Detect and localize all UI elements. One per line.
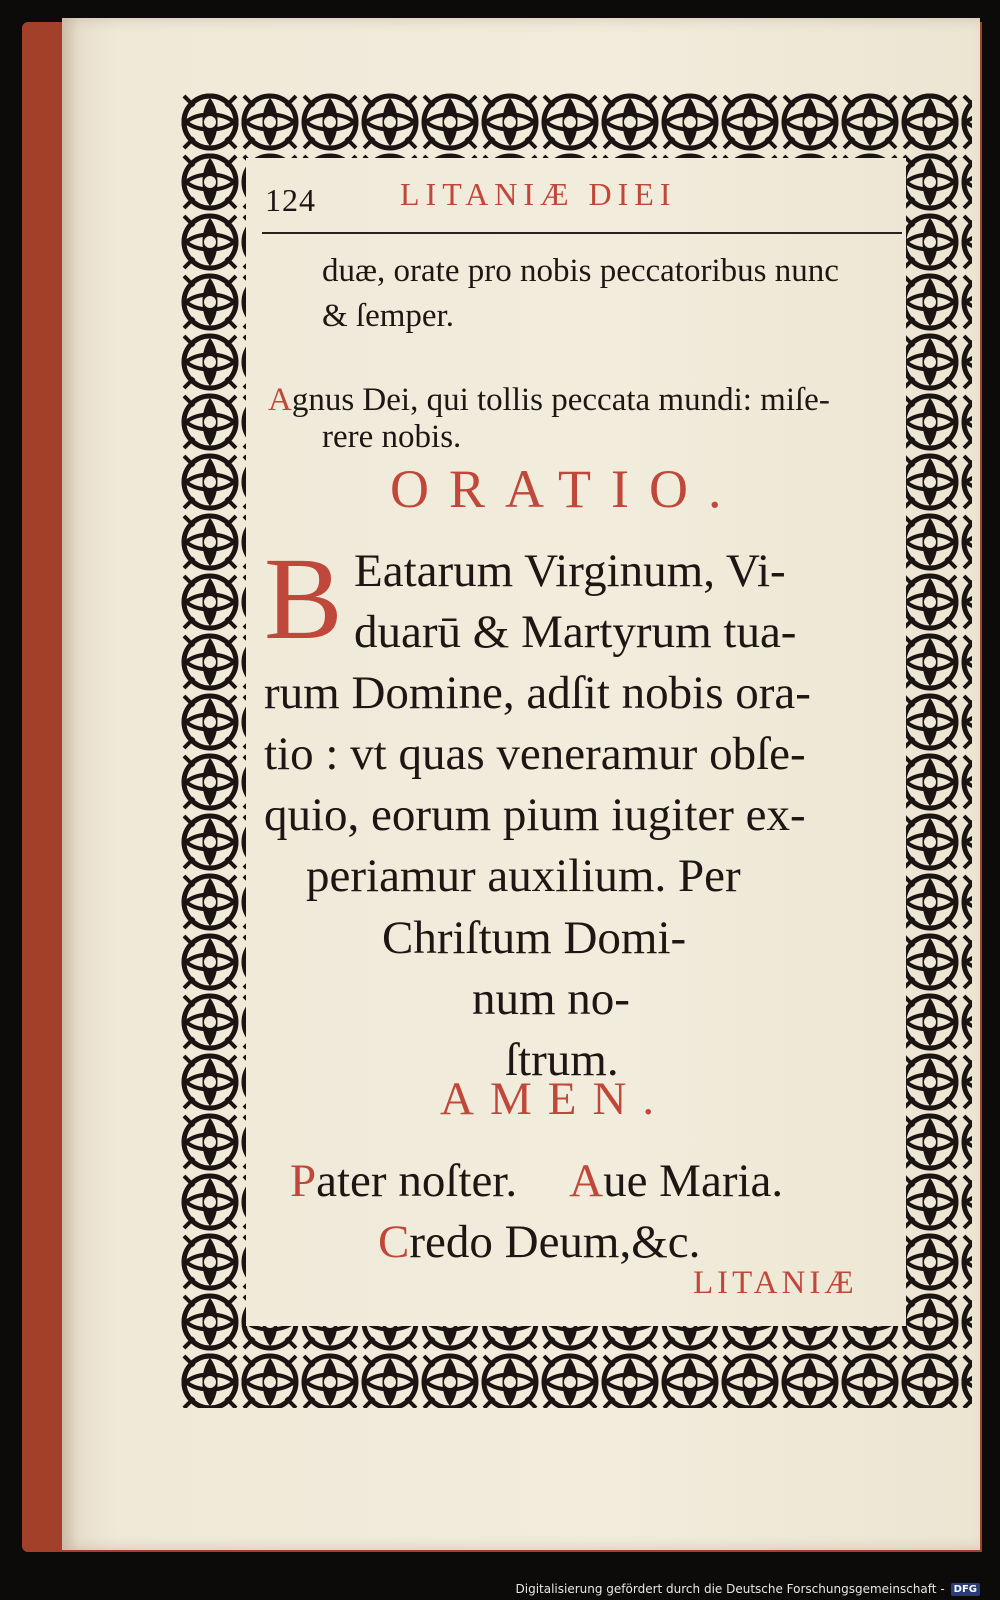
intro-line: duæ, orate pro nobis peccatoribus nunc bbox=[322, 253, 839, 289]
intro-line: rere nobis. bbox=[322, 419, 462, 455]
prayer-line: periamur auxilium. Per bbox=[306, 850, 741, 902]
prayer-line: rum Domine, adſit nobis ora- bbox=[264, 667, 811, 719]
prayer-line: Eatarum Virginum, Vi- bbox=[354, 545, 786, 597]
prayer-line: tio : vt quas veneramur obſe- bbox=[264, 728, 806, 780]
closing-line-2 bbox=[378, 1211, 700, 1274]
catchword: LITANIÆ bbox=[693, 1265, 858, 1301]
closing-text: ater noſter. bbox=[316, 1155, 518, 1207]
closing-text: ue Maria. bbox=[603, 1155, 784, 1207]
rubric-initial: A bbox=[268, 382, 292, 418]
intro-line: & ſemper. bbox=[322, 298, 454, 334]
drop-cap: B bbox=[264, 533, 343, 664]
running-title: LITANIÆ DIEI bbox=[400, 176, 677, 212]
credit-text: Digitalisierung gefördert durch die Deutsche Forschungsgemeinschaft - bbox=[515, 1582, 945, 1596]
dfg-logo: DFG bbox=[951, 1583, 980, 1596]
rubric-initial: P bbox=[290, 1155, 317, 1207]
rubric-initial: A bbox=[569, 1155, 604, 1207]
page-number: 124 bbox=[265, 182, 316, 218]
prayer-line: ſtrum. bbox=[505, 1034, 619, 1086]
prayer-line: num no- bbox=[472, 973, 630, 1025]
rubric-initial: C bbox=[378, 1216, 410, 1268]
oratio-heading: ORATIO. bbox=[390, 459, 742, 519]
amen-heading: AMEN. bbox=[440, 1073, 671, 1125]
digitization-credit bbox=[516, 1582, 981, 1596]
closing-text: redo Deum,&c. bbox=[409, 1216, 701, 1268]
prayer-line: duarū & Martyrum tua- bbox=[354, 606, 797, 658]
closing-line-1 bbox=[290, 1150, 783, 1213]
header-rule bbox=[262, 232, 902, 234]
prayer-line: quio, eorum pium iugiter ex- bbox=[264, 789, 806, 841]
intro-line-text: gnus Dei, qui tollis peccata mundi: miſe- bbox=[291, 382, 830, 418]
prayer-line: Chriſtum Domi- bbox=[382, 912, 687, 964]
